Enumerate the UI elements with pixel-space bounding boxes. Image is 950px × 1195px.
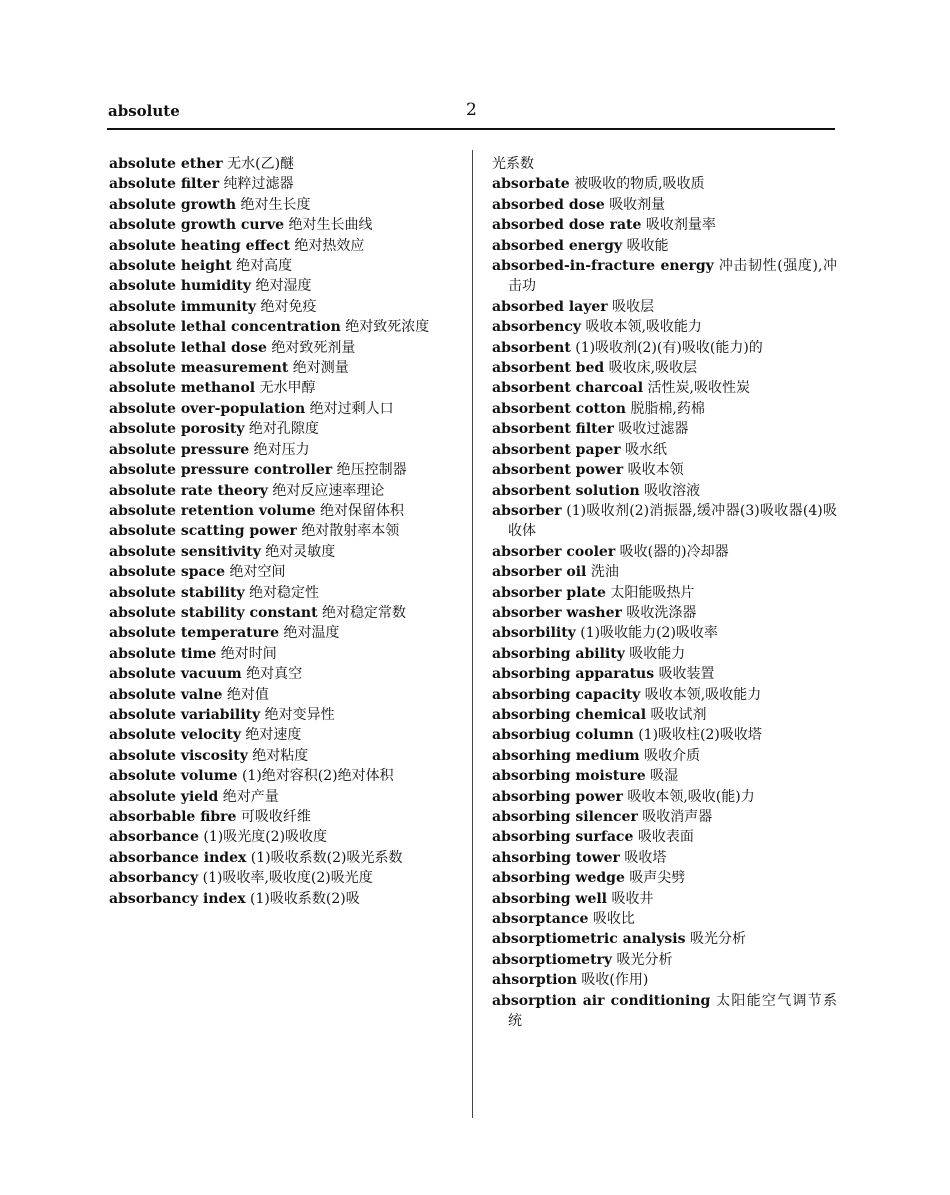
entry-term: ahsorption [492, 972, 577, 989]
dictionary-entry [109, 358, 454, 378]
entry-definition: 绝对时间 [220, 645, 277, 662]
page-header [108, 100, 833, 124]
entry-term: absolute stability constant [109, 604, 318, 621]
dictionary-entry [492, 807, 837, 827]
entry-term: absolute pressure controller [109, 462, 333, 479]
entry-term: absolute methanol [109, 380, 256, 397]
dictionary-entry [109, 725, 454, 745]
entry-definition: (1)吸收能力(2)吸收率 [580, 625, 718, 642]
entry-term: absorbing chemical [492, 706, 647, 723]
running-head: absolute [108, 102, 180, 120]
entry-definition: 绝对粘度 [252, 747, 309, 764]
entry-definition: 吸收床,吸收层 [608, 360, 698, 377]
dictionary-entry [109, 501, 454, 521]
dictionary-entry [109, 276, 454, 296]
entry-definition: (1)吸收系数(2)吸 [250, 890, 360, 907]
entry-definition: 绝对速度 [245, 727, 302, 744]
entry-definition: (1)绝对容积(2)绝对体积 [241, 768, 394, 785]
dictionary-entry [492, 705, 837, 725]
entry-definition: 绝对测量 [292, 360, 349, 377]
entry-definition: 吸收(作用) [581, 972, 649, 989]
entry-term: absolute retention volume [109, 502, 316, 519]
entry-definition: 吸收塔 [624, 849, 667, 866]
entry-definition: 可吸收纤维 [240, 809, 311, 825]
entry-definition: 吸收装置 [658, 666, 715, 683]
entry-term: absorbing silencer [492, 809, 638, 825]
entry-definition: 吸收本领,吸收能力 [644, 686, 762, 703]
entry-term: absolute yield [109, 788, 219, 805]
entry-definition: 纯粹过滤器 [223, 176, 294, 193]
entry-term: absorber [492, 502, 562, 519]
entry-definition: 吸收洗涤器 [626, 604, 697, 621]
entry-term: absolute velocity [109, 727, 241, 744]
entry-definition: 吸收比 [592, 911, 635, 928]
entry-definition: 吸收本领 [627, 462, 684, 479]
entry-definition: 绝对温度 [283, 625, 340, 642]
dictionary-entry [109, 215, 454, 235]
entry-definition: 光系数 [492, 156, 534, 172]
dictionary-entry [492, 195, 837, 215]
entry-term: absorbent cotton [492, 400, 626, 417]
dictionary-entry [492, 358, 837, 378]
dictionary-entry [492, 848, 837, 868]
entry-definition: 太阳能吸热片 [610, 584, 695, 601]
dictionary-entry [109, 848, 454, 868]
dictionary-entry [109, 787, 454, 807]
dictionary-entry [109, 236, 454, 256]
entry-term: absorbing moisture [492, 768, 646, 785]
dictionary-entry [492, 583, 837, 603]
entry-definition: 吸收表面 [637, 829, 694, 846]
entry-term: absolute vacuum [109, 666, 242, 683]
right-column [492, 154, 837, 1031]
entry-term: absolute heating effect [109, 237, 290, 254]
entry-definition: 绝对湿度 [255, 278, 312, 295]
entry-definition: 绝对过剩人口 [309, 400, 394, 417]
entry-definition: 吸收本领,吸收能力 [585, 319, 702, 336]
dictionary-entry [492, 644, 837, 664]
dictionary-entry [492, 685, 837, 705]
entry-term: absolute immunity [109, 298, 257, 315]
entry-definition: 活性炭,吸收性炭 [647, 380, 750, 397]
entry-term: absolute porosity [109, 421, 245, 438]
entry-term: absolute ether [109, 156, 223, 172]
entry-term: absorbing ability [492, 645, 625, 662]
dictionary-entry [109, 664, 454, 684]
entry-definition: 绝对真空 [246, 666, 303, 683]
entry-definition: 洗油 [590, 564, 619, 581]
entry-term: absorbent charcoal [492, 380, 644, 397]
entry-definition: 绝对值 [226, 686, 269, 703]
dictionary-entry [492, 725, 837, 745]
entry-term: absorbate [492, 176, 570, 193]
entry-definition: 吸收(器的)冷却器 [619, 543, 729, 560]
entry-definition: 吸收溶液 [644, 482, 701, 499]
entry-definition: 绝对孔隙度 [248, 421, 319, 438]
entry-term: absorbed-in-fracture energy [492, 258, 714, 275]
dictionary-entry [492, 909, 837, 929]
entry-term: absorbent [492, 339, 571, 356]
dictionary-entry [109, 460, 454, 480]
dictionary-entry [492, 562, 837, 582]
dictionary-entry [109, 195, 454, 215]
dictionary-entry [492, 481, 837, 501]
entry-term: absorbance index [109, 849, 247, 866]
entry-definition: 吸收试剂 [650, 706, 707, 723]
entry-term: absorber plate [492, 584, 606, 601]
dictionary-entry [109, 338, 454, 358]
entry-definition: 吸声尖劈 [629, 870, 686, 887]
dictionary-entry [492, 746, 837, 766]
dictionary-entry [492, 399, 837, 419]
dictionary-entry [109, 827, 454, 847]
dictionary-entry [492, 440, 837, 460]
entry-term: absolute sensitivity [109, 543, 261, 560]
entry-term: absolute time [109, 645, 217, 662]
entry-term: absorbing well [492, 890, 608, 907]
entry-term: absolute growth curve [109, 217, 285, 234]
entry-definition: 吸收井 [611, 890, 654, 907]
dictionary-entry [492, 338, 837, 358]
dictionary-entry [492, 766, 837, 786]
dictionary-entry [109, 685, 454, 705]
entry-term: absolute variability [109, 706, 261, 723]
entry-definition: 吸收能 [626, 237, 669, 254]
dictionary-entry [492, 419, 837, 439]
entry-definition: 绝对空间 [229, 564, 286, 581]
dictionary-entry [492, 501, 837, 542]
dictionary-entry [109, 297, 454, 317]
entry-term: absolute lethal dose [109, 339, 267, 356]
entry-definition: (1)吸收率,吸收度(2)吸光度 [202, 870, 373, 887]
left-column [109, 154, 454, 909]
dictionary-entry [492, 174, 837, 194]
dictionary-entry [109, 542, 454, 562]
entry-term: absorbancy [109, 870, 199, 887]
entry-term: absorbable fibre [109, 809, 237, 825]
dictionary-entry [492, 664, 837, 684]
entry-term: absorbed energy [492, 237, 623, 254]
entry-term: absorptance [492, 911, 589, 928]
entry-definition: (1)吸收剂(2)(有)吸收(能力)的 [575, 339, 763, 356]
entry-definition: 吸收介质 [644, 747, 701, 764]
entry-definition: 脱脂棉,药棉 [630, 400, 705, 417]
dictionary-entry [492, 297, 837, 317]
entry-definition: 绝对热效应 [294, 237, 365, 254]
dictionary-entry [492, 623, 837, 643]
entry-definition: 吸收本领,吸收(能)力 [627, 788, 755, 805]
entry-definition: 太阳能空气调节系统 [508, 992, 838, 1030]
dictionary-entry [492, 827, 837, 847]
dictionary-entry [109, 256, 454, 276]
dictionary-entry [492, 970, 837, 990]
entry-term: absorbility [492, 625, 576, 642]
entry-term: absorbent solution [492, 482, 640, 499]
entry-definition: 绝对生长曲线 [288, 217, 373, 234]
entry-definition: 被吸收的物质,吸收质 [574, 176, 705, 193]
dictionary-entry [492, 460, 837, 480]
entry-term: absorption air conditioning [492, 992, 711, 1009]
dictionary-entry [109, 766, 454, 786]
dictionary-entry [109, 746, 454, 766]
entry-definition: 冲击韧性(强度),冲击功 [508, 258, 838, 295]
entry-definition: 绝对高度 [236, 258, 293, 275]
entry-definition: (1)吸收系数(2)吸光系数 [250, 849, 403, 866]
entry-definition: 绝对稳定性 [249, 584, 320, 601]
entry-term: absorber oil [492, 564, 587, 581]
dictionary-entry [492, 991, 837, 1032]
entry-definition: 绝对免疫 [260, 298, 317, 315]
entry-definition: 绝对产量 [222, 788, 279, 805]
entry-definition: 绝对致死浓度 [345, 319, 430, 336]
entry-definition: 绝对反应速率理论 [272, 482, 385, 499]
entry-definition: 吸水纸 [625, 441, 668, 458]
dictionary-entry [109, 807, 454, 827]
entry-definition: 吸光分析 [689, 931, 746, 948]
entry-term: absolute stability [109, 584, 245, 601]
dictionary-entry [109, 623, 454, 643]
entry-definition: 绝对致死剂量 [271, 339, 356, 356]
entry-term: absorbing capacity [492, 686, 641, 703]
entry-definition: 绝对变异性 [264, 706, 335, 723]
entry-term: absorbing wedge [492, 870, 625, 887]
header-rule [107, 128, 835, 130]
entry-term: absorbing apparatus [492, 666, 655, 683]
entry-term: absolute scatting power [109, 523, 297, 540]
entry-definition: 绝对生长度 [240, 196, 311, 213]
entry-term: absolute height [109, 258, 232, 275]
dictionary-entry [109, 562, 454, 582]
entry-term: absolute valne [109, 686, 223, 703]
entry-term: absorber washer [492, 604, 622, 621]
entry-definition: 吸光分析 [616, 951, 673, 968]
dictionary-entry [109, 481, 454, 501]
dictionary-entry [109, 603, 454, 623]
entry-term: absolute growth [109, 196, 237, 213]
dictionary-entry [109, 889, 454, 909]
entry-definition: 绝对灵敏度 [265, 543, 336, 560]
entry-definition: 吸收层 [612, 298, 655, 315]
dictionary-entry [492, 889, 837, 909]
entry-term: absolute volume [109, 768, 238, 785]
entry-term: absorbent bed [492, 360, 605, 377]
entry-term: absorbent filter [492, 421, 614, 438]
entry-definition: 吸收剂量 [609, 196, 666, 213]
dictionary-entry [492, 154, 837, 174]
dictionary-entry [109, 644, 454, 664]
entry-definition: 绝对压力 [253, 441, 310, 458]
entry-term: absorbent power [492, 462, 624, 479]
dictionary-entry [109, 521, 454, 541]
entry-term: absolute space [109, 564, 225, 581]
entry-term: absorbing power [492, 788, 623, 805]
entry-definition: 绝压控制器 [336, 462, 407, 479]
dictionary-entry [109, 419, 454, 439]
entry-definition: 绝对稳定常数 [322, 604, 407, 621]
entry-definition: 吸收过滤器 [618, 421, 689, 438]
entry-definition: 绝对散射率本领 [301, 523, 400, 540]
entry-term: absorhing medium [492, 747, 640, 764]
dictionary-entry [109, 583, 454, 603]
dictionary-entry [109, 399, 454, 419]
dictionary-entry [492, 542, 837, 562]
dictionary-entry [492, 950, 837, 970]
column-divider [472, 150, 473, 1118]
entry-definition: 绝对保留体积 [319, 502, 404, 519]
dictionary-entry [492, 787, 837, 807]
entry-definition: (1)吸收柱(2)吸收塔 [638, 727, 762, 744]
dictionary-entry [492, 236, 837, 256]
entry-definition: (1)吸收剂(2)消振器,缓冲器(3)吸收器(4)吸收体 [508, 502, 837, 540]
dictionary-entry [109, 154, 454, 174]
entry-term: absorbent paper [492, 441, 621, 458]
entry-term: absorbed layer [492, 298, 608, 315]
dictionary-entry [109, 317, 454, 337]
entry-definition: 无水(乙)醚 [227, 156, 295, 172]
entry-term: absorbiug column [492, 727, 634, 744]
entry-term: ahsorbing tower [492, 849, 620, 866]
entry-definition: 无水甲醇 [259, 380, 316, 397]
entry-term: absolute over-population [109, 400, 306, 417]
entry-term: absorbancy index [109, 890, 246, 907]
entry-term: absorbed dose [492, 196, 605, 213]
entry-definition: 吸湿 [650, 768, 679, 785]
entry-term: absorptiometric analysis [492, 931, 686, 948]
dictionary-entry [109, 868, 454, 888]
entry-term: absolute lethal concentration [109, 319, 341, 336]
dictionary-entry [109, 440, 454, 460]
dictionary-entry [109, 378, 454, 398]
dictionary-entry [492, 378, 837, 398]
dictionary-entry [492, 215, 837, 235]
entry-definition: (1)吸光度(2)吸收度 [203, 829, 328, 846]
entry-term: absorptiometry [492, 951, 613, 968]
entry-term: absorbed dose rate [492, 217, 642, 234]
dictionary-entry [492, 603, 837, 623]
dictionary-entry [109, 705, 454, 725]
entry-term: absolute pressure [109, 441, 250, 458]
entry-term: absolute humidity [109, 278, 252, 295]
entry-term: absolute measurement [109, 360, 289, 377]
dictionary-entry [109, 174, 454, 194]
page-number: 2 [466, 100, 477, 120]
entry-definition: 吸收消声器 [642, 809, 713, 825]
dictionary-entry [492, 256, 837, 297]
entry-term: absorbency [492, 319, 581, 336]
entry-term: absolute viscosity [109, 747, 248, 764]
entry-definition: 吸收剂量率 [645, 217, 716, 234]
dictionary-entry [492, 929, 837, 949]
entry-term: absorber cooler [492, 543, 616, 560]
entry-term: absorbance [109, 829, 199, 846]
dictionary-entry [492, 868, 837, 888]
entry-term: absolute rate theory [109, 482, 268, 499]
dictionary-entry [492, 317, 837, 337]
entry-term: absolute filter [109, 176, 220, 193]
entry-definition: 吸收能力 [629, 645, 686, 662]
entry-term: absolute temperature [109, 625, 280, 642]
entry-term: absorbing surface [492, 829, 634, 846]
